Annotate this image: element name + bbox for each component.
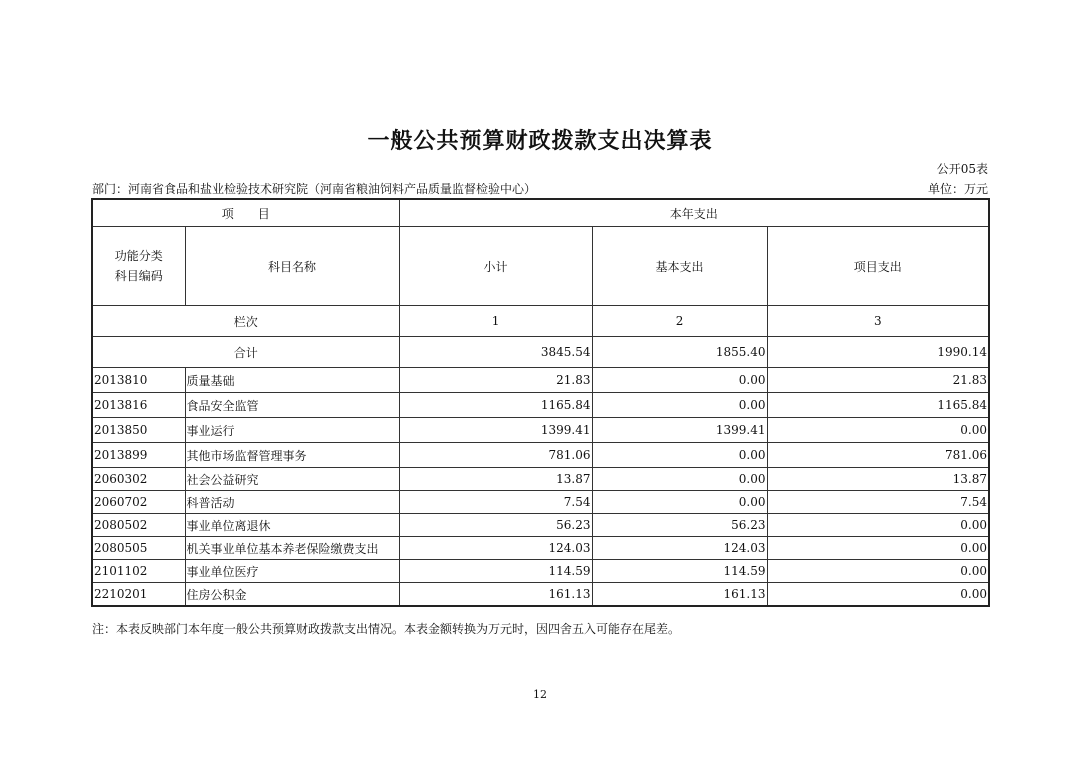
row-basic: 114.59 xyxy=(592,560,767,583)
row-name: 科普活动 xyxy=(185,491,399,514)
row-project: 7.54 xyxy=(767,491,989,514)
row-basic: 0.00 xyxy=(592,491,767,514)
row-basic: 124.03 xyxy=(592,537,767,560)
row-project: 781.06 xyxy=(767,443,989,468)
row-subtotal: 1399.41 xyxy=(399,418,592,443)
table-row xyxy=(92,443,989,468)
row-subtotal: 7.54 xyxy=(399,491,592,514)
header-item-group: 项 目 xyxy=(92,199,399,227)
row-basic: 0.00 xyxy=(592,368,767,393)
row-code: 2080502 xyxy=(92,514,185,537)
column-index-row xyxy=(92,306,989,337)
table-row xyxy=(92,583,989,607)
table-row xyxy=(92,468,989,491)
total-label: 合计 xyxy=(92,337,399,368)
row-code: 2210201 xyxy=(92,583,185,607)
row-project: 0.00 xyxy=(767,418,989,443)
total-basic: 1855.40 xyxy=(592,337,767,368)
total-subtotal: 3845.54 xyxy=(399,337,592,368)
header-basic: 基本支出 xyxy=(592,227,767,306)
row-name: 住房公积金 xyxy=(185,583,399,607)
row-project: 0.00 xyxy=(767,537,989,560)
table-row xyxy=(92,560,989,583)
table-row xyxy=(92,537,989,560)
row-subtotal: 56.23 xyxy=(399,514,592,537)
document-title: 一般公共预算财政拨款支出决算表 xyxy=(367,128,713,154)
header-subtotal: 小计 xyxy=(399,227,592,306)
row-name: 事业单位医疗 xyxy=(185,560,399,583)
row-basic: 161.13 xyxy=(592,583,767,607)
row-code: 2060302 xyxy=(92,468,185,491)
row-code: 2013810 xyxy=(92,368,185,393)
row-subtotal: 21.83 xyxy=(399,368,592,393)
column-index-2: 2 xyxy=(592,306,767,337)
header-code-line1: 功能分类 xyxy=(114,249,163,263)
page-number: 12 xyxy=(533,688,547,701)
column-index-label: 栏次 xyxy=(92,306,399,337)
expenditure-table xyxy=(91,198,990,607)
row-basic: 0.00 xyxy=(592,468,767,491)
row-name: 机关事业单位基本养老保险缴费支出 xyxy=(185,537,399,560)
row-code: 2101102 xyxy=(92,560,185,583)
header-code xyxy=(92,227,185,306)
table-row xyxy=(92,393,989,418)
row-subtotal: 161.13 xyxy=(399,583,592,607)
row-code: 2013850 xyxy=(92,418,185,443)
row-subtotal: 124.03 xyxy=(399,537,592,560)
footnote: 注：本表反映部门本年度一般公共预算财政拨款支出情况。本表金额转换为万元时，因四舍五入可能存在尾差。 xyxy=(92,622,681,636)
row-basic: 0.00 xyxy=(592,443,767,468)
total-project: 1990.14 xyxy=(767,337,989,368)
table-row xyxy=(92,368,989,393)
table-row xyxy=(92,418,989,443)
row-code: 2080505 xyxy=(92,537,185,560)
form-number: 公开05表 xyxy=(936,162,988,176)
row-name: 事业单位离退休 xyxy=(185,514,399,537)
row-project: 1165.84 xyxy=(767,393,989,418)
row-basic: 1399.41 xyxy=(592,418,767,443)
row-basic: 0.00 xyxy=(592,393,767,418)
row-subtotal: 1165.84 xyxy=(399,393,592,418)
header-name: 科目名称 xyxy=(185,227,399,306)
row-project: 0.00 xyxy=(767,560,989,583)
row-name: 事业运行 xyxy=(185,418,399,443)
department-label: 部门：河南省食品和盐业检验技术研究院（河南省粮油饲料产品质量监督检验中心） xyxy=(92,182,537,196)
row-basic: 56.23 xyxy=(592,514,767,537)
table-row xyxy=(92,514,989,537)
row-name: 其他市场监督管理事务 xyxy=(185,443,399,468)
header-current-year-group: 本年支出 xyxy=(399,199,989,227)
header-code-line2: 科目编码 xyxy=(114,269,163,283)
row-project: 0.00 xyxy=(767,583,989,607)
header-row-group xyxy=(92,199,989,227)
row-code: 2013899 xyxy=(92,443,185,468)
row-subtotal: 13.87 xyxy=(399,468,592,491)
row-name: 社会公益研究 xyxy=(185,468,399,491)
row-code: 2013816 xyxy=(92,393,185,418)
column-index-1: 1 xyxy=(399,306,592,337)
row-project: 13.87 xyxy=(767,468,989,491)
column-index-3: 3 xyxy=(767,306,989,337)
unit-label: 单位：万元 xyxy=(927,182,988,196)
row-name: 食品安全监管 xyxy=(185,393,399,418)
row-project: 21.83 xyxy=(767,368,989,393)
row-name: 质量基础 xyxy=(185,368,399,393)
table-row xyxy=(92,491,989,514)
row-subtotal: 781.06 xyxy=(399,443,592,468)
header-project: 项目支出 xyxy=(767,227,989,306)
row-subtotal: 114.59 xyxy=(399,560,592,583)
total-row xyxy=(92,337,989,368)
row-code: 2060702 xyxy=(92,491,185,514)
row-project: 0.00 xyxy=(767,514,989,537)
header-row-columns xyxy=(92,227,989,306)
